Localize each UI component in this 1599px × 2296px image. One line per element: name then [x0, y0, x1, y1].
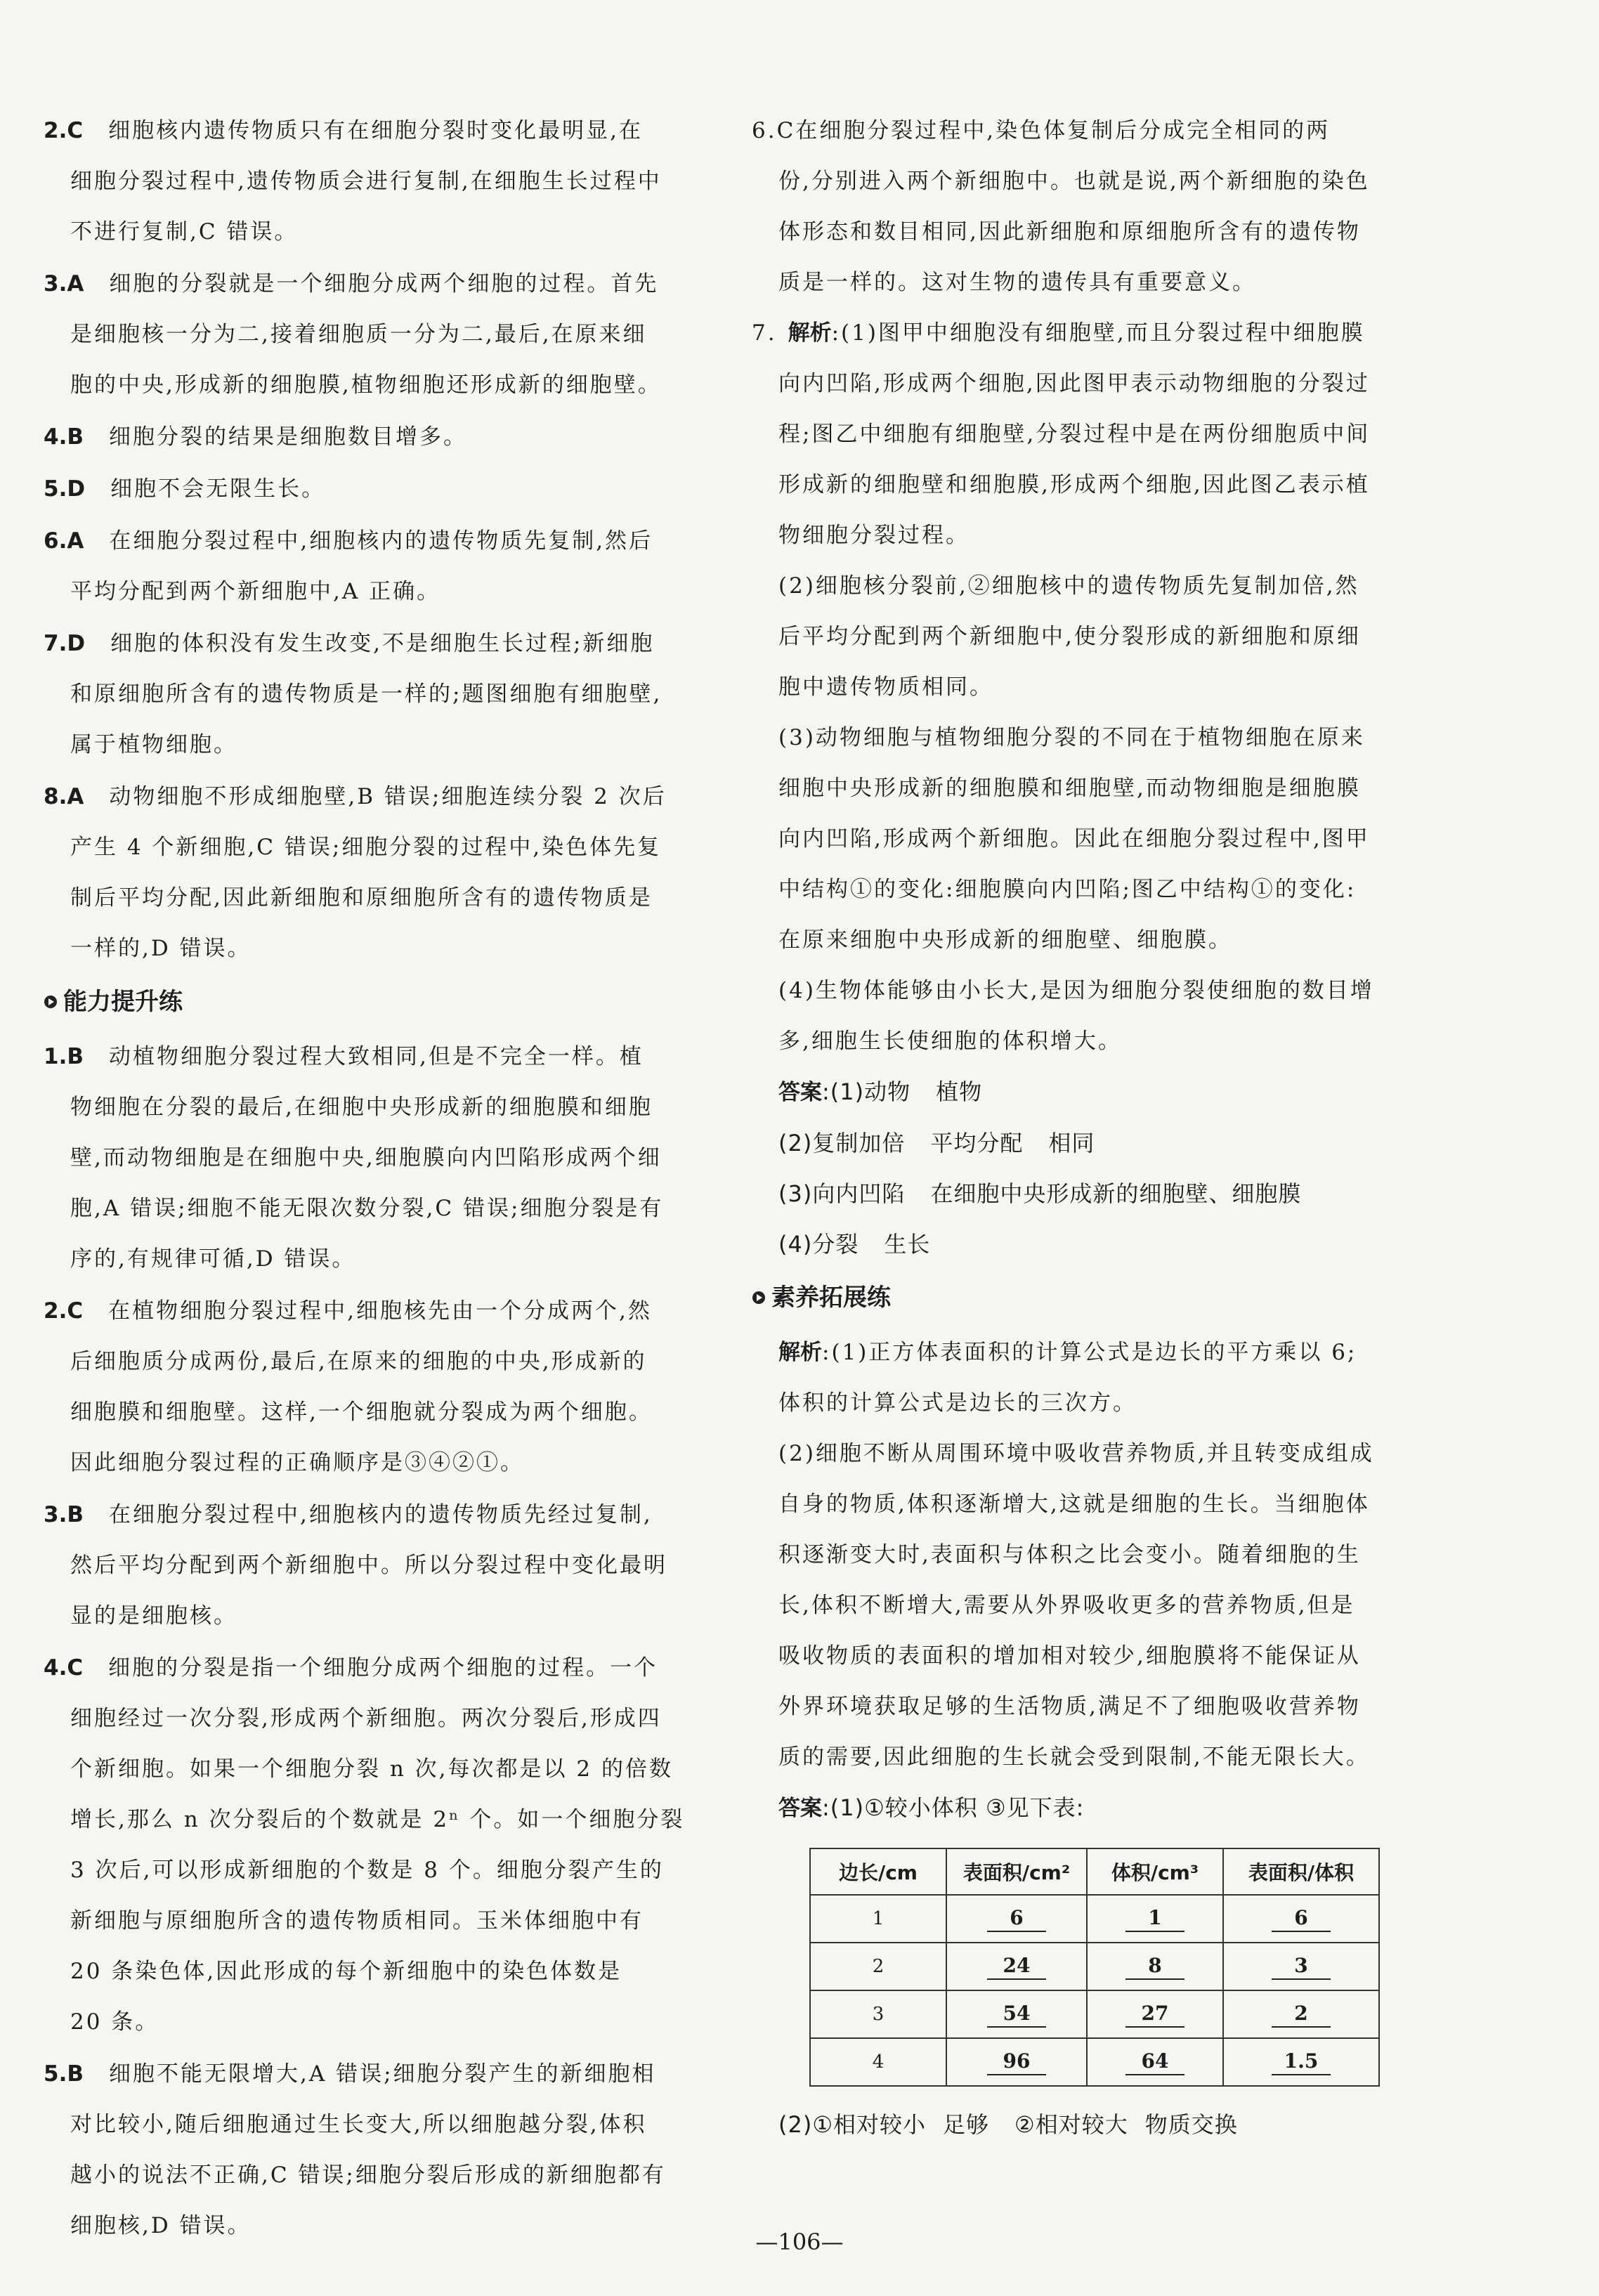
text-line — [778, 1327, 1412, 1378]
item-line: 20 条。 — [70, 2009, 159, 2035]
item-line: 细胞核,D 错误。 — [70, 2213, 252, 2238]
item-line: 细胞分裂过程中,遗传物质会进行复制,在细胞生长过程中 — [70, 169, 662, 194]
table-cell: 1 — [810, 1895, 946, 1943]
item-line: 因此细胞分裂过程的正确顺序是③④②①。 — [70, 1450, 524, 1475]
text-line: (2)细胞不断从周围环境中吸收营养物质,并且转变成组成 — [778, 1441, 1374, 1466]
item-line: 形成新的细胞壁和细胞膜,形成两个细胞,因此图乙表示植 — [778, 472, 1370, 497]
item-line: 和原细胞所含有的遗传物质是一样的;题图细胞有细胞壁, — [70, 681, 663, 707]
text-line: 积逐渐变大时,表面积与体积之比会变小。随着细胞的生 — [778, 1542, 1361, 1567]
table-cell — [1223, 2038, 1379, 2086]
item-line: 向内凹陷,形成两个细胞,因此图甲表示动物细胞的分裂过 — [778, 371, 1370, 396]
table-value: 27 — [1125, 2002, 1184, 2028]
text-line: 在原来细胞中央形成新的细胞壁、细胞膜。 — [778, 927, 1232, 953]
answer-item — [44, 259, 704, 410]
text-line: 自身的物质,体积逐渐增大,这就是细胞的生长。当细胞体 — [778, 1492, 1370, 1517]
ans-4b: 生长 — [884, 1231, 931, 1258]
table-row — [810, 1943, 1379, 1990]
answer-item — [44, 618, 704, 770]
item-first-line — [44, 464, 704, 514]
left-column — [44, 105, 704, 2252]
text-line: (4)生物体能够由小长大,是因为细胞分裂使细胞的数目增 — [778, 978, 1374, 1003]
item-number: 7. — [752, 320, 777, 346]
ans-3a: (3)向内凹陷 — [778, 1180, 906, 1207]
text-line: (2)细胞核分裂前,②细胞核中的遗传物质先复制加倍,然 — [778, 573, 1359, 599]
answer-item-6 — [752, 105, 1412, 308]
item-text: 细胞的分裂就是一个细胞分成两个细胞的过程。首先 — [109, 271, 659, 296]
item-first-line — [752, 308, 1412, 358]
item-text: 细胞核内遗传物质只有在细胞分裂时变化最明显,在 — [108, 118, 643, 143]
extension-answer-1 — [752, 1782, 1412, 1834]
item-text: 在细胞分裂过程中,染色体复制后分成完全相同的两 — [795, 118, 1331, 143]
table-value: 1.5 — [1272, 2049, 1331, 2075]
item-number: 4.B — [44, 424, 84, 450]
item-number: 6.C — [752, 118, 796, 143]
left-items-b — [44, 1031, 704, 2251]
text-line: (3)动物细胞与植物细胞分裂的不同在于植物细胞在原来 — [778, 725, 1365, 750]
section-marker-icon — [752, 1291, 766, 1305]
item-number: 7.D — [44, 631, 86, 656]
table-value: 6 — [1272, 1906, 1331, 1932]
answer-item — [44, 1031, 704, 1284]
item-text: 细胞不会无限生长。 — [110, 476, 326, 502]
item-line: 胞,A 错误;细胞不能无限次数分裂,C 错误;细胞分裂是有 — [70, 1196, 664, 1221]
item-text: 细胞的分裂是指一个细胞分成两个细胞的过程。一个 — [108, 1655, 658, 1681]
text-line: 多,细胞生长使细胞的体积增大。 — [778, 1029, 1122, 1054]
page-number: —106— — [755, 2229, 844, 2255]
table-row — [810, 1895, 1379, 1943]
item-line: 20 条染色体,因此形成的每个新细胞中的染色体数是 — [70, 1959, 622, 1984]
item-number: 4.C — [44, 1655, 84, 1681]
table-value: 3 — [1272, 1954, 1331, 1980]
item-text: 细胞不能无限增大,A 错误;细胞分裂产生的新细胞相 — [108, 2061, 656, 2087]
ans-1a: (1)动物 — [830, 1078, 911, 1105]
item-first-line — [44, 1286, 704, 1336]
answer-item — [44, 771, 704, 974]
item-line: 越小的说法不正确,C 错误;细胞分裂后形成的新细胞都有 — [70, 2163, 666, 2188]
left-items-a — [44, 105, 704, 974]
table-cell — [946, 1943, 1087, 1990]
table-cell — [1087, 1990, 1223, 2038]
analysis-label: 解析 — [778, 1340, 822, 1365]
item-line: 制后平均分配,因此新细胞和原细胞所含有的遗传物质是 — [70, 885, 653, 911]
table-cell — [1087, 1895, 1223, 1943]
item-number: 5.D — [44, 476, 86, 502]
item-line: 物细胞分裂过程。 — [778, 523, 970, 548]
item-text: :(1)图甲中细胞没有细胞壁,而且分裂过程中细胞膜 — [831, 320, 1365, 346]
table-value: 24 — [987, 1954, 1046, 1980]
answer-item — [44, 105, 704, 257]
answer-line-4 — [752, 1219, 1412, 1270]
right-column — [752, 105, 1412, 2150]
extension-answer-2 — [752, 2099, 1412, 2150]
answer-item — [44, 1489, 704, 1641]
table-cell — [1087, 2038, 1223, 2086]
table-value: 2 — [1272, 2002, 1331, 2028]
table-cell — [1223, 1990, 1379, 2038]
analysis-part-3 — [752, 712, 1412, 965]
item-line: 质是一样的。这对生物的遗传具有重要意义。 — [778, 270, 1256, 295]
item-first-line — [44, 1489, 704, 1540]
table-cell: 4 — [810, 2038, 946, 2086]
text-fragment: :(1)正方体表面积的计算公式是边长的平方乘以 6; — [822, 1340, 1357, 1365]
analysis-label: 解析 — [788, 320, 832, 346]
table-value: 64 — [1125, 2049, 1184, 2075]
ans-4a: (4)分裂 — [778, 1231, 859, 1258]
answer-label: 答案 — [778, 1796, 822, 1821]
item-line: 增长,那么 n 次分裂后的个数就是 2ⁿ 个。如一个细胞分裂 — [70, 1807, 685, 1832]
item-line: 细胞膜和细胞壁。这样,一个细胞就分裂成为两个细胞。 — [70, 1400, 653, 1425]
text-line: 细胞中央形成新的细胞膜和细胞壁,而动物细胞是细胞膜 — [778, 776, 1361, 801]
item-first-line — [44, 105, 704, 156]
text-line: 长,体积不断增大,需要从外界吸收更多的营养物质,但是 — [778, 1593, 1355, 1618]
ext-ans-2b: 足够 — [943, 2111, 990, 2138]
section-marker-icon — [44, 995, 58, 1009]
table-cell — [1223, 1895, 1379, 1943]
item-line: 属于植物细胞。 — [70, 732, 237, 757]
item-text: 在细胞分裂过程中,细胞核内的遗传物质先复制,然后 — [109, 528, 653, 554]
extension-analysis-2 — [752, 1428, 1412, 1782]
item-number: 5.B — [44, 2061, 84, 2087]
table-value: 96 — [987, 2049, 1046, 2075]
text-line: 体积的计算公式是边长的三次方。 — [778, 1390, 1137, 1416]
item-line: 对比较小,随后细胞通过生长变大,所以细胞越分裂,体积 — [70, 2112, 647, 2137]
item-text: 动物细胞不形成细胞壁,B 错误;细胞连续分裂 2 次后 — [109, 784, 667, 809]
table-header-row — [810, 1848, 1379, 1895]
item-line: 新细胞与原细胞所含的遗传物质相同。玉米体细胞中有 — [70, 1908, 644, 1933]
item-line: 程;图乙中细胞有细胞壁,分裂过程中是在两份细胞质中间 — [778, 422, 1371, 447]
table-cell — [946, 1990, 1087, 2038]
item-first-line — [44, 618, 704, 669]
ans-2b: 平均分配 — [930, 1130, 1024, 1156]
item-text: 细胞分裂的结果是细胞数目增多。 — [108, 424, 467, 450]
item-number: 1.B — [44, 1044, 84, 1069]
text-line: 质的需要,因此细胞的生长就会受到限制,不能无限长大。 — [778, 1744, 1370, 1770]
item-line: 是细胞核一分为二,接着细胞质一分为二,最后,在原来细 — [70, 322, 647, 347]
table-value: 54 — [987, 2002, 1046, 2028]
text-line: 中结构①的变化:细胞膜向内凹陷;图乙中结构①的变化: — [778, 877, 1357, 902]
item-line: 细胞经过一次分裂,形成两个新细胞。两次分裂后,形成四 — [70, 1706, 662, 1731]
table-header-cell: 体积/cm³ — [1087, 1848, 1223, 1895]
item-line: 显的是细胞核。 — [70, 1603, 237, 1629]
answer-item — [44, 464, 704, 514]
answer-item — [44, 516, 704, 617]
item-text: 在植物细胞分裂过程中,细胞核先由一个分成两个,然 — [108, 1298, 652, 1324]
item-line: 平均分配到两个新细胞中,A 正确。 — [70, 579, 441, 604]
text-line: 向内凹陷,形成两个新细胞。因此在细胞分裂过程中,图甲 — [778, 826, 1370, 852]
ans-2c: 相同 — [1048, 1130, 1095, 1156]
item-number: 3.B — [44, 1502, 84, 1527]
section-title-extension: 素养拓展练 — [771, 1284, 891, 1312]
table-row — [810, 1990, 1379, 2038]
text-line: 外界环境获取足够的生活物质,满足不了细胞吸收营养物 — [778, 1694, 1361, 1719]
item-line: 3 次后,可以形成新细胞的个数是 8 个。细胞分裂产生的 — [70, 1858, 664, 1883]
analysis-part-4 — [752, 965, 1412, 1067]
item-line: 个新细胞。如果一个细胞分裂 n 次,每次都是以 2 的倍数 — [70, 1756, 673, 1782]
section-title-ability: 能力提升练 — [63, 988, 183, 1016]
table-header-cell: 表面积/cm² — [946, 1848, 1087, 1895]
answer-line-3 — [752, 1168, 1412, 1219]
ext-ans-2a: (2)①相对较小 — [778, 2111, 927, 2138]
item-number: 6.A — [44, 528, 84, 554]
ans-1b: 植物 — [936, 1078, 983, 1105]
text-line: 吸收物质的表面积的增加相对较少,细胞膜将不能保证从 — [778, 1643, 1361, 1669]
item-number: 2.C — [44, 1298, 84, 1324]
table-header-cell: 表面积/体积 — [1223, 1848, 1379, 1895]
item-number: 2.C — [44, 118, 84, 143]
table-value: 1 — [1125, 1906, 1184, 1932]
item-line: 一样的,D 错误。 — [70, 936, 252, 961]
item-line: 胞的中央,形成新的细胞膜,植物细胞还形成新的细胞壁。 — [70, 372, 662, 398]
answer-item — [44, 2049, 704, 2251]
item-line: 序的,有规律可循,D 错误。 — [70, 1246, 356, 1272]
item-first-line — [44, 2049, 704, 2099]
text-line: 胞中遗传物质相同。 — [778, 674, 993, 700]
extension-analysis-1 — [752, 1327, 1412, 1428]
item-line: 后细胞质分成两份,最后,在原来的细胞的中央,形成新的 — [70, 1349, 647, 1374]
answer-item — [44, 1643, 704, 2047]
section-extension — [752, 1272, 1412, 1323]
table-value: 6 — [987, 1906, 1046, 1932]
item-first-line — [44, 771, 704, 822]
item-text: 在细胞分裂过程中,细胞核内的遗传物质先经过复制, — [108, 1502, 653, 1527]
item-first-line — [44, 1031, 704, 1082]
table-cell — [1223, 1943, 1379, 1990]
table-cell — [946, 2038, 1087, 2086]
table-cell — [946, 1895, 1087, 1943]
item-first-line — [44, 516, 704, 566]
ans-2a: (2)复制加倍 — [778, 1130, 906, 1156]
item-line: 然后平均分配到两个新细胞中。所以分裂过程中变化最明 — [70, 1553, 667, 1578]
item-number: 3.A — [44, 271, 84, 296]
analysis-part-2 — [752, 561, 1412, 712]
text-line: 后平均分配到两个新细胞中,使分裂形成的新细胞和原细 — [778, 624, 1361, 649]
item-line: 份,分别进入两个新细胞中。也就是说,两个新细胞的染色 — [778, 169, 1370, 194]
item-first-line — [44, 412, 704, 462]
item-line: 不进行复制,C 错误。 — [70, 219, 299, 244]
table-cell: 2 — [810, 1943, 946, 1990]
ext-ans-2c: ②相对较大 — [1014, 2111, 1128, 2138]
table-value: 8 — [1125, 1954, 1184, 1980]
answer-line-2 — [752, 1118, 1412, 1168]
table-cell — [1087, 1943, 1223, 1990]
answer-label: 答案 — [778, 1080, 822, 1105]
ext-ans-1-text: :(1)①较小体积 ③见下表: — [822, 1794, 1085, 1821]
ext-ans-2d: 物质交换 — [1144, 2111, 1238, 2138]
table-cell: 3 — [810, 1990, 946, 2038]
answer-item — [44, 1286, 704, 1488]
item-first-line — [752, 105, 1412, 156]
answer-line-1: 答案:(1)动物 植物 — [778, 1078, 983, 1105]
item-text: 细胞的体积没有发生改变,不是细胞生长过程;新细胞 — [110, 631, 655, 656]
item-first-line — [44, 259, 704, 309]
answer-item-7 — [752, 308, 1412, 561]
item-text: 动植物细胞分裂过程大致相同,但是不完全一样。植 — [108, 1044, 644, 1069]
table-body — [810, 1895, 1379, 2086]
item-line: 产生 4 个新细胞,C 错误;细胞分裂的过程中,染色体先复 — [70, 835, 662, 860]
item-line: 壁,而动物细胞是在细胞中央,细胞膜向内凹陷形成两个细 — [70, 1145, 662, 1170]
ans-3b: 在细胞中央形成新的细胞壁、细胞膜 — [930, 1180, 1302, 1207]
item-line: 体形态和数目相同,因此新细胞和原细胞所含有的遗传物 — [778, 219, 1361, 244]
item-first-line — [44, 1643, 704, 1693]
table-header-cell: 边长/cm — [810, 1848, 946, 1895]
table-row — [810, 2038, 1379, 2086]
data-table — [809, 1848, 1380, 2087]
answer-item — [44, 412, 704, 462]
section-ability — [44, 977, 704, 1027]
item-number: 8.A — [44, 784, 84, 809]
item-line: 物细胞在分裂的最后,在细胞中央形成新的细胞膜和细胞 — [70, 1095, 653, 1120]
